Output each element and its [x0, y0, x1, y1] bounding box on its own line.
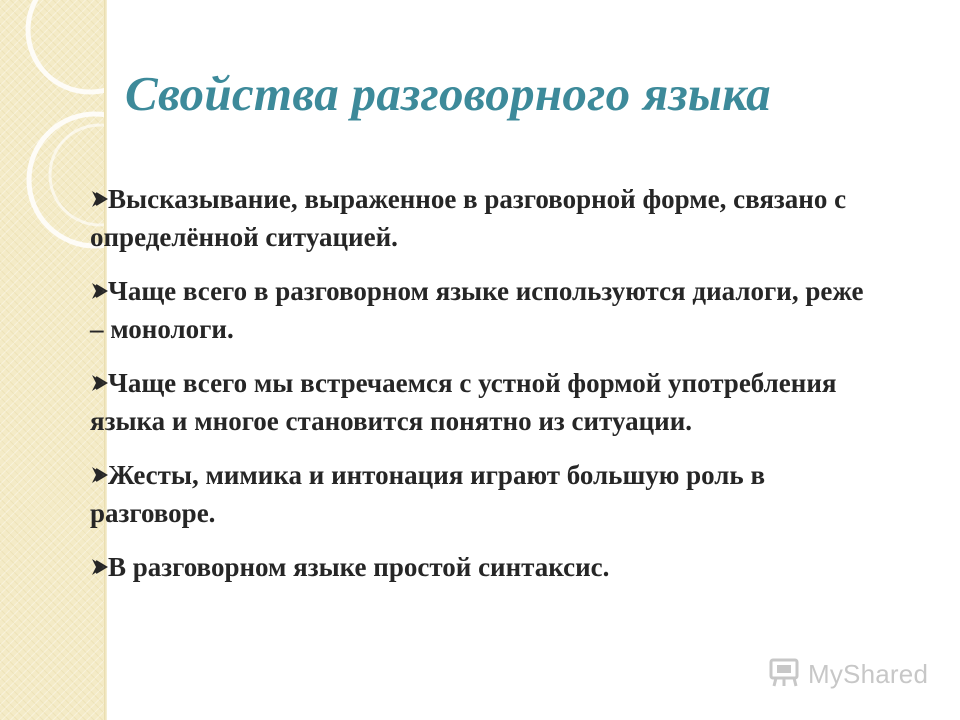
bullet-item: [90, 180, 880, 256]
arrow-bullet-icon: [90, 464, 108, 486]
bullet-text: Жесты, мимика и интонация играют большую роль в разговоре.: [90, 460, 766, 528]
bullet-list: [90, 180, 880, 602]
bullet-item: [90, 272, 880, 348]
bullet-item: [90, 456, 880, 532]
bullet-item: [90, 364, 880, 440]
arrow-bullet-icon: [90, 280, 108, 302]
slide-title: Свойства разговорного языка: [125, 66, 771, 121]
bullet-text: Чаще всего мы встречаемся с устной формой употребления языка и многое становится понятно из ситуации.: [90, 368, 837, 436]
bullet-text: Чаще всего в разговорном языке используются диалоги, реже – монологи.: [90, 276, 864, 344]
arrow-bullet-icon: [90, 372, 108, 394]
myshared-watermark: [768, 654, 928, 694]
bullet-item: [90, 548, 880, 586]
arrow-bullet-icon: [90, 188, 108, 210]
myshared-logo-icon: [768, 656, 802, 693]
arrow-bullet-icon: [90, 556, 108, 578]
watermark-text: MyShared: [808, 658, 929, 689]
bullet-text: В разговорном языке простой синтаксис.: [108, 552, 610, 582]
bullet-text: Высказывание, выраженное в разговорной форме, связано с определённой ситуацией.: [90, 184, 847, 252]
